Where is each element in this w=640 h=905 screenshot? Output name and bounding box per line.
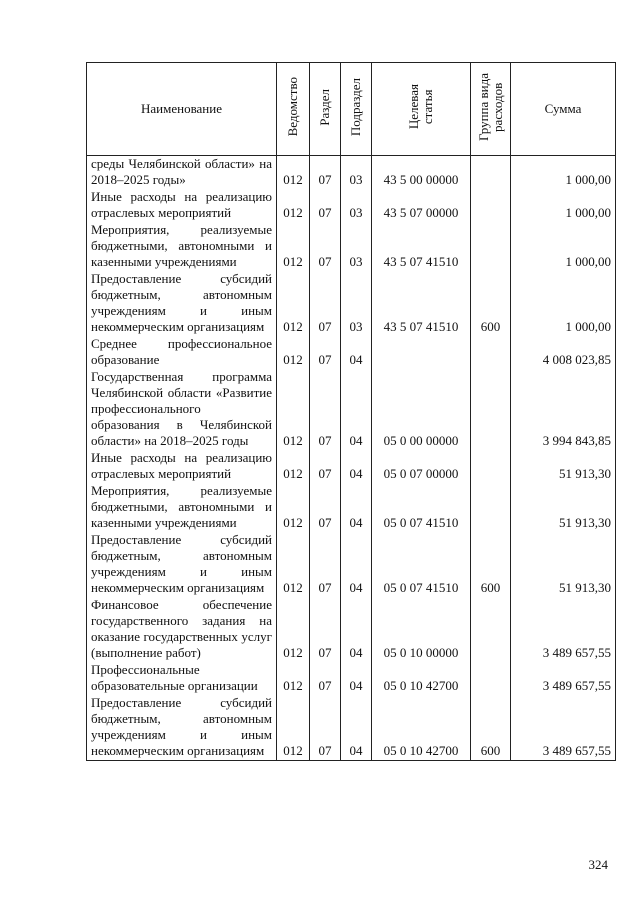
row-celevaya: 05 0 10 42700 — [372, 695, 471, 761]
row-gruppa — [471, 662, 511, 695]
table-body — [87, 156, 616, 761]
table-row — [87, 369, 616, 450]
row-razdel: 07 — [310, 450, 341, 483]
row-summa: 51 913,30 — [511, 532, 616, 597]
header-celevaya-label — [407, 84, 435, 129]
row-razdel: 07 — [310, 336, 341, 369]
row-summa: 51 913,30 — [511, 483, 616, 532]
row-gruppa: 600 — [471, 532, 511, 597]
row-celevaya: 43 5 07 00000 — [372, 189, 471, 222]
header-razdel — [310, 63, 341, 156]
row-vedomstvo: 012 — [277, 532, 310, 597]
row-celevaya: 05 0 10 00000 — [372, 597, 471, 662]
row-razdel: 07 — [310, 156, 341, 190]
row-summa: 3 489 657,55 — [511, 695, 616, 761]
row-gruppa: 600 — [471, 695, 511, 761]
row-razdel: 07 — [310, 483, 341, 532]
row-name: Иные расходы на реализацию отраслевых мероприятий — [87, 189, 277, 222]
row-name: Профессиональные образовательные организации — [87, 662, 277, 695]
table-row — [87, 597, 616, 662]
row-summa: 3 994 843,85 — [511, 369, 616, 450]
row-celevaya: 43 5 00 00000 — [372, 156, 471, 190]
row-name: Финансовое обеспечение государственного задания на оказание государственных услуг (выполнение работ) — [87, 597, 277, 662]
row-summa: 3 489 657,55 — [511, 597, 616, 662]
row-name: среды Челябинской области» на 2018–2025 годы» — [87, 156, 277, 190]
header-celevaya-line1: Целевая — [406, 84, 421, 130]
row-razdel: 07 — [310, 271, 341, 336]
row-gruppa — [471, 450, 511, 483]
row-podrazdel: 04 — [341, 369, 372, 450]
header-podrazdel — [341, 63, 372, 156]
row-name: Иные расходы на реализацию отраслевых мероприятий — [87, 450, 277, 483]
row-vedomstvo: 012 — [277, 156, 310, 190]
row-podrazdel: 04 — [341, 336, 372, 369]
header-celevaya-line2: статья — [420, 89, 435, 125]
row-podrazdel: 03 — [341, 271, 372, 336]
row-gruppa — [471, 483, 511, 532]
header-vedomstvo — [277, 63, 310, 156]
row-vedomstvo: 012 — [277, 189, 310, 222]
row-celevaya: 05 0 07 41510 — [372, 532, 471, 597]
header-gruppa-line1: Группа вида — [475, 73, 491, 141]
table-row — [87, 532, 616, 597]
row-name: Мероприятия, реализуемые бюджетными, автономными и казенными учреждениями — [87, 483, 277, 532]
row-summa: 1 000,00 — [511, 271, 616, 336]
row-razdel: 07 — [310, 369, 341, 450]
row-vedomstvo: 012 — [277, 662, 310, 695]
row-name: Среднее профессиональное образование — [87, 336, 277, 369]
row-podrazdel: 04 — [341, 695, 372, 761]
header-vedomstvo-label: Ведомство — [285, 77, 300, 137]
row-gruppa — [471, 597, 511, 662]
table-row — [87, 662, 616, 695]
table-row — [87, 450, 616, 483]
row-gruppa — [471, 336, 511, 369]
row-summa: 1 000,00 — [511, 189, 616, 222]
row-gruppa — [471, 189, 511, 222]
header-gruppa-line2: расходов — [489, 82, 505, 132]
table-row — [87, 483, 616, 532]
header-summa-label: Сумма — [544, 101, 582, 116]
row-podrazdel: 03 — [341, 156, 372, 190]
table-header — [87, 63, 616, 156]
header-gruppa — [471, 63, 511, 156]
row-podrazdel: 04 — [341, 662, 372, 695]
row-summa: 1 000,00 — [511, 222, 616, 271]
row-razdel: 07 — [310, 662, 341, 695]
row-celevaya: 05 0 10 42700 — [372, 662, 471, 695]
row-podrazdel: 03 — [341, 189, 372, 222]
row-vedomstvo: 012 — [277, 483, 310, 532]
page-number: 324 — [588, 857, 608, 872]
row-vedomstvo: 012 — [277, 695, 310, 761]
row-name: Мероприятия, реализуемые бюджетными, автономными и казенными учреждениями — [87, 222, 277, 271]
header-name — [87, 63, 277, 156]
row-celevaya — [372, 336, 471, 369]
table-row — [87, 189, 616, 222]
row-podrazdel: 04 — [341, 597, 372, 662]
table-row — [87, 695, 616, 761]
header-podrazdel-label: Подраздел — [348, 77, 363, 137]
row-razdel: 07 — [310, 189, 341, 222]
row-vedomstvo: 012 — [277, 369, 310, 450]
row-razdel: 07 — [310, 597, 341, 662]
row-celevaya: 43 5 07 41510 — [372, 222, 471, 271]
budget-table — [86, 62, 616, 761]
row-podrazdel: 04 — [341, 450, 372, 483]
table-row — [87, 271, 616, 336]
header-name-label: Наименование — [141, 101, 222, 116]
row-razdel: 07 — [310, 222, 341, 271]
row-gruppa — [471, 369, 511, 450]
row-razdel: 07 — [310, 695, 341, 761]
row-name: Государственная программа Челябинской области «Развитие профессионального образования в Челябинской области» на 2018–2025 годы — [87, 369, 277, 450]
row-gruppa — [471, 156, 511, 190]
row-podrazdel: 03 — [341, 222, 372, 271]
row-celevaya: 43 5 07 41510 — [372, 271, 471, 336]
row-name: Предоставление субсидий бюджетным, автономным учреждениям и иным некоммерческим организациям — [87, 695, 277, 761]
row-podrazdel: 04 — [341, 483, 372, 532]
table-row — [87, 156, 616, 190]
row-vedomstvo: 012 — [277, 222, 310, 271]
row-celevaya: 05 0 07 00000 — [372, 450, 471, 483]
header-gruppa-label — [477, 73, 505, 141]
row-name: Предоставление субсидий бюджетным, автономным учреждениям и иным некоммерческим организациям — [87, 271, 277, 336]
row-gruppa: 600 — [471, 271, 511, 336]
row-vedomstvo: 012 — [277, 336, 310, 369]
row-summa: 3 489 657,55 — [511, 662, 616, 695]
header-celevaya-statya — [372, 63, 471, 156]
row-summa: 1 000,00 — [511, 156, 616, 190]
row-name: Предоставление субсидий бюджетным, автономным учреждениям и иным некоммерческим организациям — [87, 532, 277, 597]
header-razdel-label: Раздел — [317, 88, 332, 126]
row-celevaya: 05 0 07 41510 — [372, 483, 471, 532]
table-row — [87, 222, 616, 271]
row-vedomstvo: 012 — [277, 450, 310, 483]
row-gruppa — [471, 222, 511, 271]
row-vedomstvo: 012 — [277, 597, 310, 662]
row-celevaya: 05 0 00 00000 — [372, 369, 471, 450]
row-podrazdel: 04 — [341, 532, 372, 597]
table-row — [87, 336, 616, 369]
row-vedomstvo: 012 — [277, 271, 310, 336]
header-summa — [511, 63, 616, 156]
row-summa: 4 008 023,85 — [511, 336, 616, 369]
row-summa: 51 913,30 — [511, 450, 616, 483]
row-razdel: 07 — [310, 532, 341, 597]
